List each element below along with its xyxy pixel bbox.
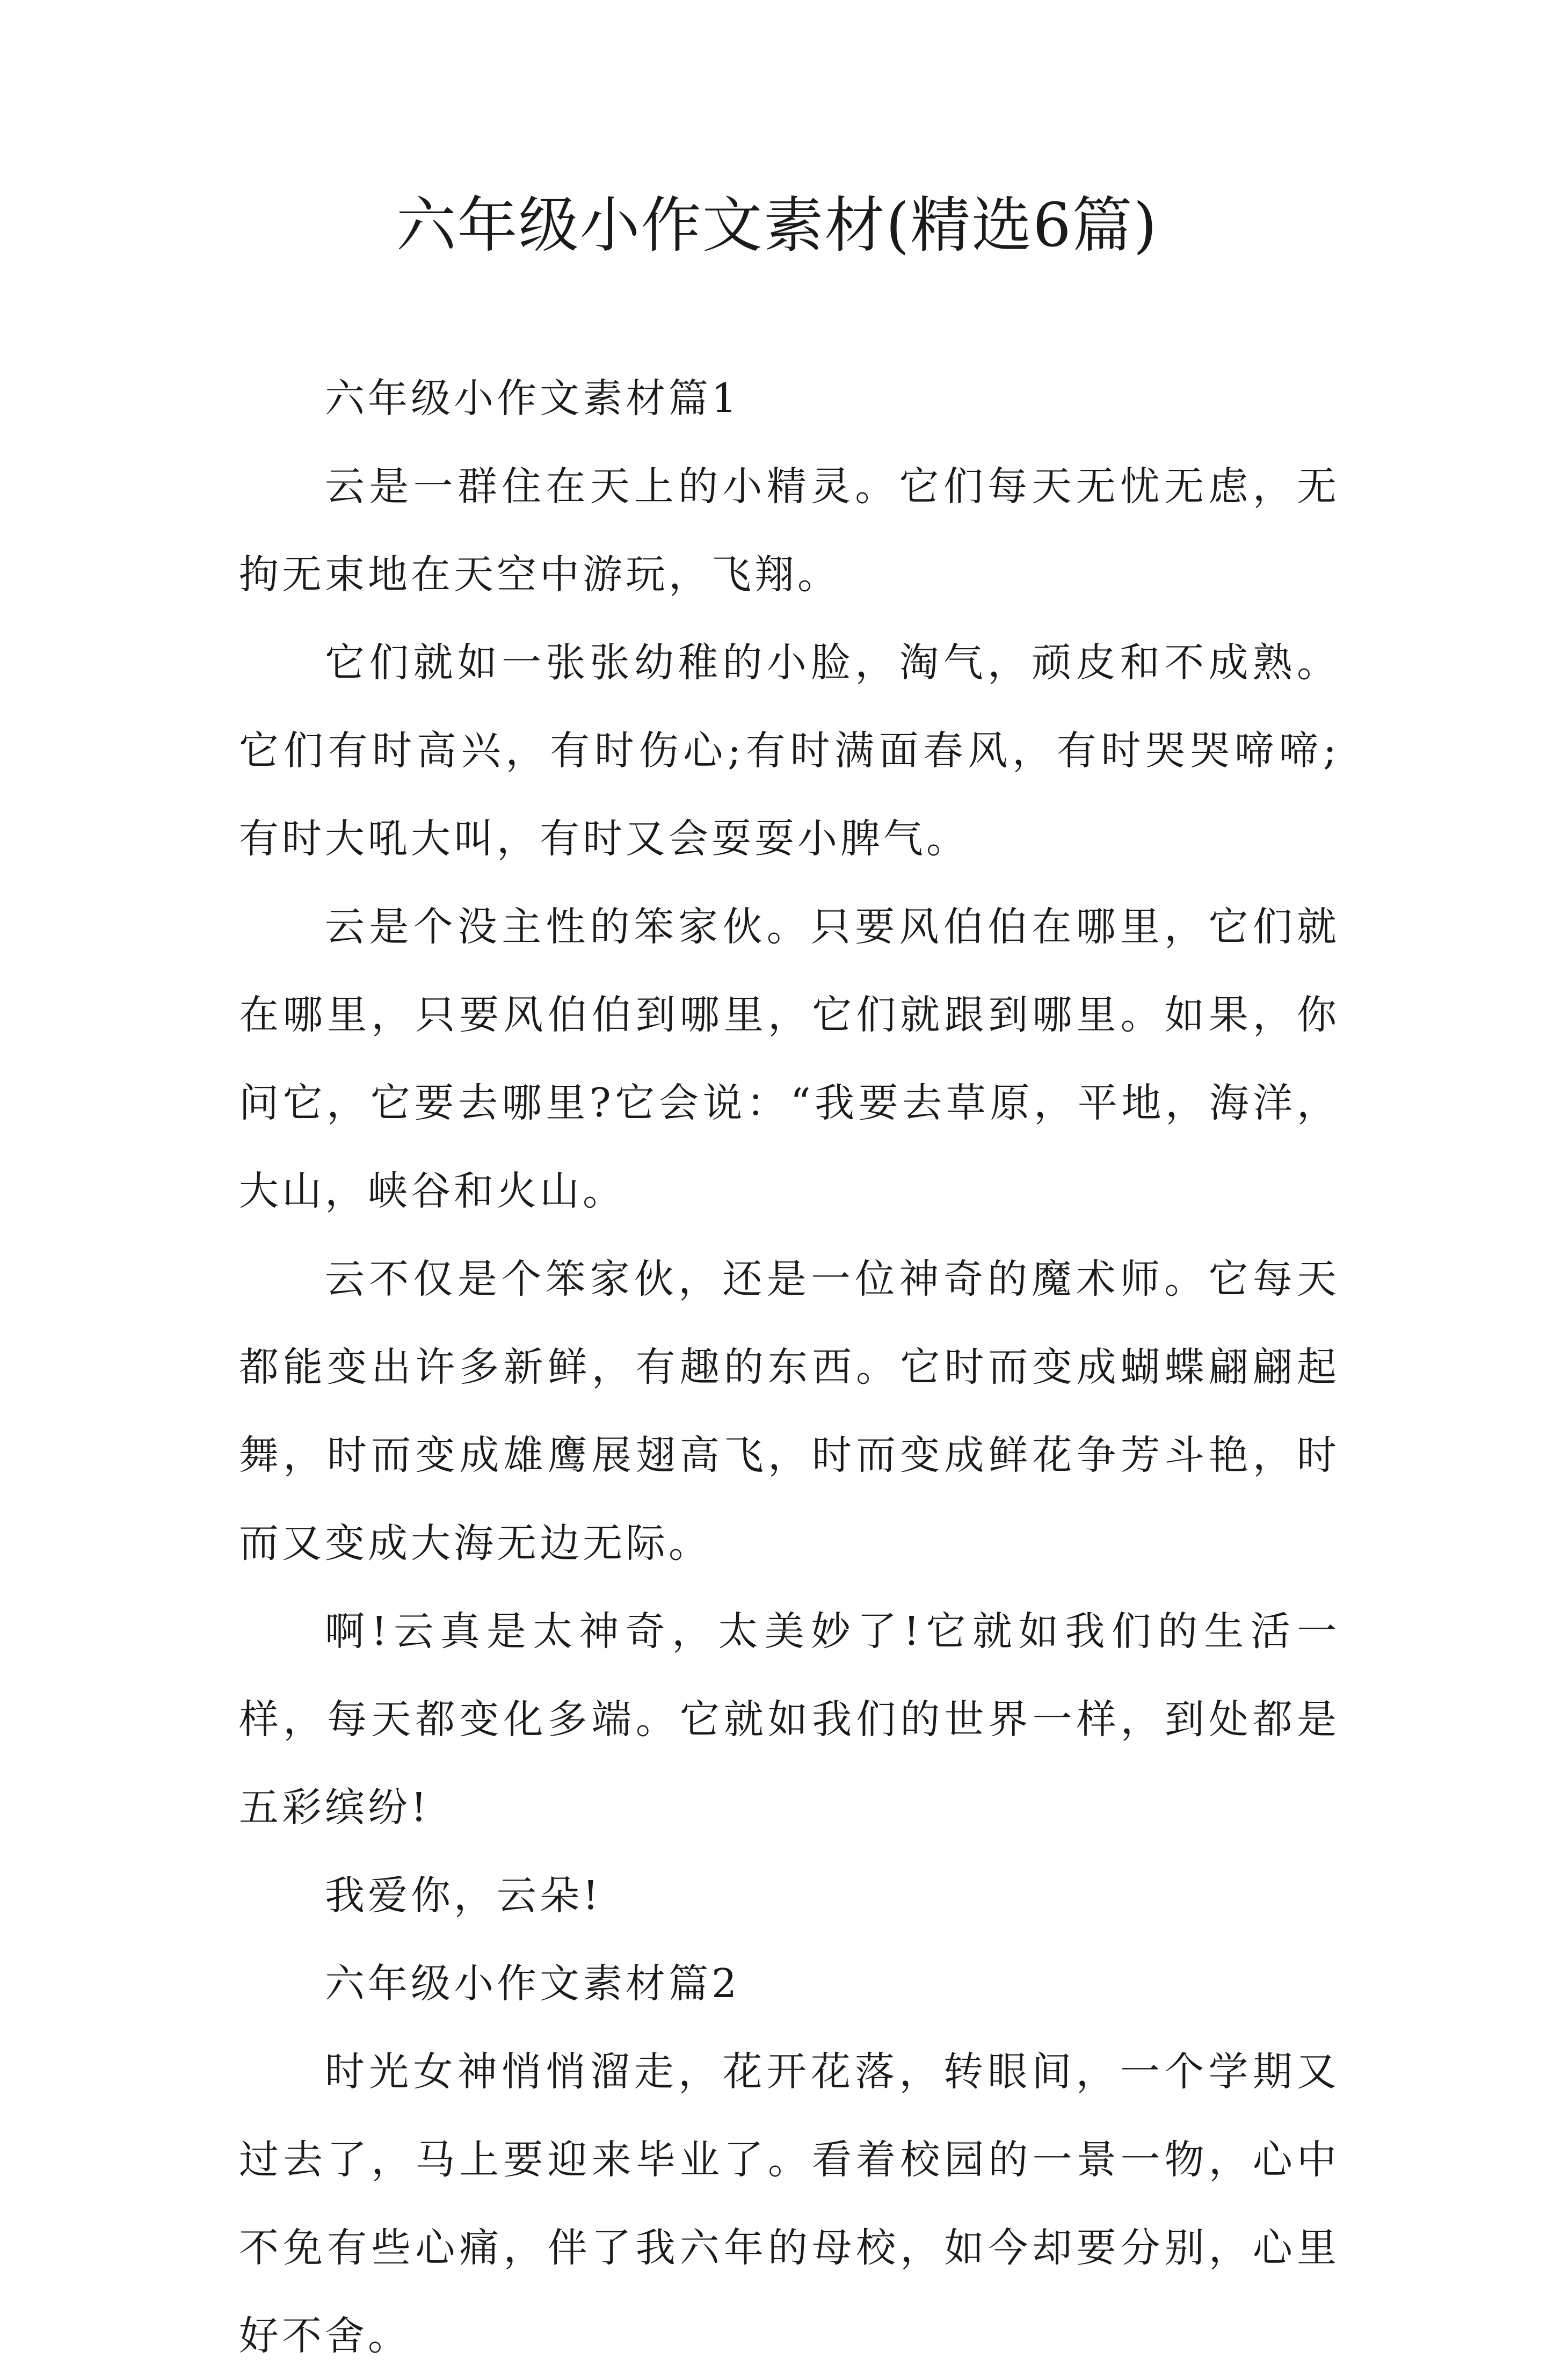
paragraph: 云是一群住在天上的小精灵。它们每天无忧无虑，无拘无束地在天空中游玩，飞翔。 xyxy=(239,463,1340,598)
paragraph: 云不仅是个笨家伙，还是一位神奇的魔术师。它每天都能变出许多新鲜，有趣的东西。它时而变成蝴蝶翩翩起舞，时而变成雄鹰展翅高飞，时而变成鲜花争芳斗艳，时而又变成大海无边无际。 xyxy=(239,1256,1340,1566)
paragraph: 啊!云真是太神奇，太美妙了!它就如我们的生活一样，每天都变化多端。它就如我们的世界一样，到处都是五彩缤纷! xyxy=(239,1608,1340,1831)
document-body xyxy=(239,354,1340,2380)
section-heading-1: 六年级小作文素材篇1 xyxy=(325,375,740,422)
paragraph: 我爱你，云朵! xyxy=(325,1873,602,1919)
section-heading-2: 六年级小作文素材篇2 xyxy=(325,1961,740,2007)
paragraph: 它们就如一张张幼稚的小脸，淘气，顽皮和不成熟。它们有时高兴，有时伤心;有时满面春风，有时哭哭啼啼;有时大吼大叫，有时又会耍耍小脾气。 xyxy=(239,640,1340,862)
paragraph: 时光女神悄悄溜走，花开花落，转眼间，一个学期又过去了，马上要迎来毕业了。看着校园的一景一物，心中不免有些心痛，伴了我六年的母校，如今却要分别，心里好不舍。 xyxy=(239,2049,1340,2359)
document-title: 六年级小作文素材(精选6篇) xyxy=(396,191,1158,260)
paragraph: 云是个没主性的笨家伙。只要风伯伯在哪里，它们就在哪里，只要风伯伯到哪里，它们就跟到哪里。如果，你问它，它要去哪里?它会说：“我要去草原，平地，海洋，大山，峡谷和火山。 xyxy=(239,904,1340,1214)
